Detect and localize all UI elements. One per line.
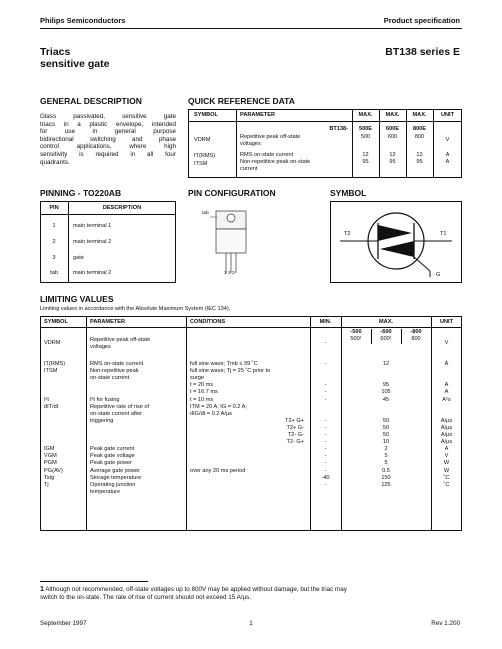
lv-col-max: MAX. (379, 319, 393, 325)
qr-unit: A (445, 159, 450, 165)
lv-min: - (324, 417, 327, 424)
lv-cond: surge (190, 375, 204, 382)
lv-symbol: PGM (44, 460, 57, 467)
lv-cond: t = 16.7 ms (190, 389, 218, 396)
qr-value: 12 (416, 152, 423, 158)
general-heading: GENERAL DESCRIPTION (40, 96, 142, 106)
qr-value: 800 (414, 134, 425, 140)
desc-line: bidirectional switching and phase (40, 135, 176, 143)
qr-col-max: MAX. (412, 112, 427, 118)
qr-symbol: IT(RMS) (194, 153, 216, 159)
pin-number: 1 (52, 223, 56, 229)
qr-param-line: Non-repetitive peak on-state (240, 159, 311, 165)
lv-min: - (324, 424, 327, 431)
lv-param: triggering (90, 417, 114, 424)
lv-unit: A/µs (440, 439, 453, 446)
lv-param: Storage temperature (90, 474, 142, 481)
lv-unit: A²s (442, 396, 451, 403)
pin-desc: main terminal 2 (73, 270, 112, 276)
lv-max: 150 (381, 474, 391, 481)
lv-param: Peak gate current (90, 446, 135, 453)
quick-ref-heading: QUICK REFERENCE DATA (188, 96, 295, 106)
lv-param: on-state current (90, 375, 130, 382)
footnote-line: Although not recommended, off-state voltages up to 800V may be applied without damage, but the triac may (45, 586, 347, 593)
qr-param: RMS on-state current (240, 152, 294, 158)
qr-col-divider (406, 109, 407, 178)
lv-type: -800 (410, 329, 422, 335)
lv-symbol: IT(RMS) (44, 361, 66, 367)
footnote (40, 586, 465, 601)
lv-symbol: Tj (44, 481, 49, 488)
lv-unit: W (443, 460, 450, 467)
lv-cond: over any 20 ms period (190, 467, 246, 474)
table-row (40, 432, 462, 439)
lv-unit: A/µs (440, 424, 453, 431)
table-row (40, 453, 462, 460)
lv-max: 0.5 (382, 467, 390, 474)
lv-max: 50 (382, 424, 390, 431)
pin-desc: main terminal 2 (73, 239, 112, 245)
lv-min: - (324, 439, 327, 446)
lv-unit: A/µs (440, 432, 453, 438)
table-row (40, 411, 462, 418)
lv-col-min: MIN. (319, 319, 332, 325)
qr-value: 12 (362, 152, 369, 158)
table-row (40, 404, 462, 411)
lv-cond: full sine wave; Tmb ≤ 99 ˚C (190, 361, 258, 367)
lv-min: - (324, 361, 327, 367)
qr-unit: V (445, 137, 450, 143)
desc-line: quadrants. (40, 158, 70, 166)
lv-cond: T2- G- (287, 432, 304, 438)
limiting-heading: LIMITING VALUES (40, 294, 114, 304)
lv-min: - (324, 446, 327, 453)
lv-unit: A (444, 382, 449, 389)
table-row (40, 468, 462, 475)
pin-number: 2 (52, 239, 56, 245)
lv-max: 50 (382, 417, 390, 424)
lv-type: -600 (380, 329, 392, 335)
lv-min: - (324, 453, 327, 460)
lv-col-conditions: CONDITIONS (190, 319, 226, 325)
lv-type: -500 (350, 329, 362, 335)
lv-cond: T2- G+ (286, 439, 304, 446)
lv-min: - (324, 340, 327, 346)
lv-max: 125 (381, 481, 391, 488)
lv-unit: ˚C (443, 481, 450, 488)
pinning-heading: PINNING - TO220AB (40, 188, 122, 198)
lv-cond: t = 10 ms (190, 396, 214, 403)
lv-unit: W (443, 467, 450, 474)
qr-col-max: MAX. (385, 112, 400, 118)
qr-col-max: MAX. (358, 112, 373, 118)
lv-symbol: I²t (44, 396, 49, 403)
pin-number: 3 (52, 255, 56, 261)
qr-value: 95 (416, 159, 423, 165)
qr-type: 500E (358, 126, 373, 132)
series-title: BT138 series E (385, 46, 460, 58)
qr-type: 800E (412, 126, 427, 132)
lv-header-rule (40, 327, 462, 328)
pin-col-desc: DESCRIPTION (102, 205, 142, 211)
qr-symbol: VDRM (194, 137, 211, 143)
qr-value: 600 (387, 134, 398, 140)
pin-desc: main terminal 1 (73, 223, 112, 229)
footnote-number: 1 (40, 586, 44, 593)
table-row (40, 439, 462, 446)
table-row (40, 368, 462, 375)
title-line2: sensitive gate (40, 58, 110, 70)
lv-cond: full sine wave; Tj = 25 ˚C prior to (190, 368, 271, 375)
company-name: Philips Semiconductors (40, 16, 126, 25)
lv-param: Peak gate voltage (90, 453, 135, 460)
symbol-t2-label: T2 (344, 231, 351, 237)
lv-param: Peak gate power (90, 460, 132, 467)
lv-type-value: 600¹ (380, 336, 392, 342)
lv-param: Average gate power (90, 467, 140, 474)
desc-line: for use in general purpose (40, 128, 176, 136)
qr-col-unit: UNIT (440, 112, 455, 118)
qr-col-divider (352, 109, 353, 178)
lv-param (90, 337, 150, 351)
qr-param (240, 134, 350, 148)
footer-page: 1 (249, 620, 253, 627)
doc-type: Product specification (383, 16, 460, 25)
qr-header-rule (188, 121, 462, 122)
lv-unit: A/µs (440, 417, 453, 424)
pin-number: tab (50, 270, 58, 276)
lv-param-line: Repetitive peak off-state (90, 337, 151, 343)
qr-param-line: voltages (240, 140, 261, 147)
lv-param: Repetitive rate of rise of (90, 403, 150, 410)
table-row (40, 482, 462, 489)
pin-desc: gate (73, 255, 84, 261)
qr-param-line: Repetitive peak off-state (240, 134, 301, 140)
lv-symbol: VGM (44, 453, 57, 460)
triac-symbol (330, 201, 462, 283)
lv-max: 105 (381, 389, 391, 396)
lv-cond: ITM = 20 A; IG = 0.2 A; (190, 403, 247, 410)
table-row (40, 475, 462, 482)
lv-type-divider (401, 329, 402, 344)
limiting-subtitle: Limiting values in accordance with the Absolute Maximum System (IEC 134). (40, 306, 231, 312)
lv-type-value: 500¹ (350, 336, 362, 342)
lv-symbol: PG(AV) (44, 467, 63, 474)
lv-type-divider (371, 329, 372, 344)
lv-max: 95 (382, 382, 390, 389)
title-line1: Triacs (40, 46, 71, 58)
qr-col-parameter: PARAMETER (240, 112, 276, 118)
desc-line: sensitivity is required in all four (40, 150, 176, 158)
lv-param: Non-repetitive peak (90, 368, 139, 375)
table-row (40, 418, 462, 425)
lv-max: 12 (382, 361, 390, 367)
table-row (40, 446, 462, 453)
lv-cond: dIG/dt = 0.2 A/µs (190, 410, 232, 417)
lv-cond: t = 20 ms (190, 382, 214, 389)
lv-unit: ˚C (443, 474, 450, 481)
lv-type-value: 800 (411, 336, 421, 342)
qr-value: 95 (362, 159, 369, 165)
qr-value: 500 (360, 134, 371, 140)
table-row (40, 375, 462, 382)
lv-min: - (324, 389, 327, 396)
desc-line: control applications, where high (40, 143, 176, 151)
footer-rev: Rev 1.200 (431, 620, 460, 627)
footer-date: September 1997 (40, 620, 87, 627)
table-row (40, 397, 462, 404)
lv-symbol: dIT/dt (44, 403, 59, 410)
lv-min: - (324, 460, 327, 467)
lv-symbol: IGM (44, 446, 55, 453)
pin-numbers: 1 2 3 (224, 271, 235, 276)
lv-max: 45 (382, 396, 390, 403)
table-row (40, 489, 462, 496)
lv-min: - (324, 481, 327, 488)
lv-param: Operating junction (90, 481, 136, 488)
lv-cond: T2+ G- (286, 424, 304, 431)
lv-param: I²t for fusing (90, 396, 120, 403)
pin-header-rule (40, 214, 176, 215)
table-row (40, 425, 462, 432)
footnote-rule (40, 581, 148, 582)
lv-symbol: VDRM (44, 340, 61, 346)
pin-col-pin: PIN (49, 205, 59, 211)
qr-unit: A (445, 152, 450, 158)
qr-symbol: ITSM (194, 161, 208, 167)
lv-col-unit: UNIT (439, 319, 454, 325)
qr-col-divider (236, 109, 237, 178)
qr-type-prefix: BT138- (329, 126, 348, 132)
desc-line: Glass passivated, sensitive gate (40, 113, 176, 120)
lv-unit: A (444, 389, 449, 396)
lv-max: 2 (384, 446, 388, 453)
lv-max: 10 (382, 439, 390, 446)
pin-config-heading: PIN CONFIGURATION (188, 188, 276, 198)
lv-min: -40 (321, 474, 330, 481)
qr-type: 600E (385, 126, 400, 132)
lv-param: RMS on-state current (90, 361, 144, 367)
qr-col-symbol: SYMBOL (194, 112, 218, 118)
pin-col-divider (68, 201, 69, 283)
lv-unit: A (444, 446, 449, 453)
symbol-heading: SYMBOL (330, 188, 367, 198)
lv-min: - (324, 467, 327, 474)
lv-param-line: voltages (90, 343, 111, 350)
footnote-line: switch to the on-state. The rate of rise of current should not exceed 15 A/µs. (40, 593, 252, 601)
lv-symbol: ITSM (44, 368, 58, 375)
lv-unit: A (444, 361, 449, 367)
qr-value: 12 (389, 152, 396, 158)
lv-min: - (324, 432, 327, 438)
lv-max: 5 (384, 453, 388, 460)
lv-cond: T2+ G+ (285, 417, 304, 424)
table-row (40, 460, 462, 467)
lv-max: 50 (382, 432, 390, 438)
pin-tab-label: tab (202, 211, 209, 216)
general-description (40, 113, 176, 166)
lv-unit: V (444, 453, 449, 460)
lv-col-symbol: SYMBOL (44, 319, 68, 325)
qr-param (240, 159, 350, 173)
lv-max: 5 (384, 460, 388, 467)
lv-min: - (324, 396, 327, 403)
symbol-g-label: G (436, 272, 441, 278)
lv-param: on-state current after (90, 410, 142, 417)
lv-unit: V (444, 340, 449, 346)
table-row (40, 382, 462, 389)
table-row (40, 389, 462, 396)
lv-symbol: Tstg (44, 474, 55, 481)
qr-value: 95 (389, 159, 396, 165)
symbol-t1-label: T1 (440, 231, 447, 237)
header-rule (40, 28, 462, 29)
qr-col-divider (379, 109, 380, 178)
lv-param: temperature (90, 488, 121, 495)
lv-min: - (324, 382, 327, 389)
desc-line: triacs in a plastic envelope, intended (40, 120, 176, 128)
qr-param-line: current (240, 165, 258, 172)
lv-col-parameter: PARAMETER (90, 319, 126, 325)
